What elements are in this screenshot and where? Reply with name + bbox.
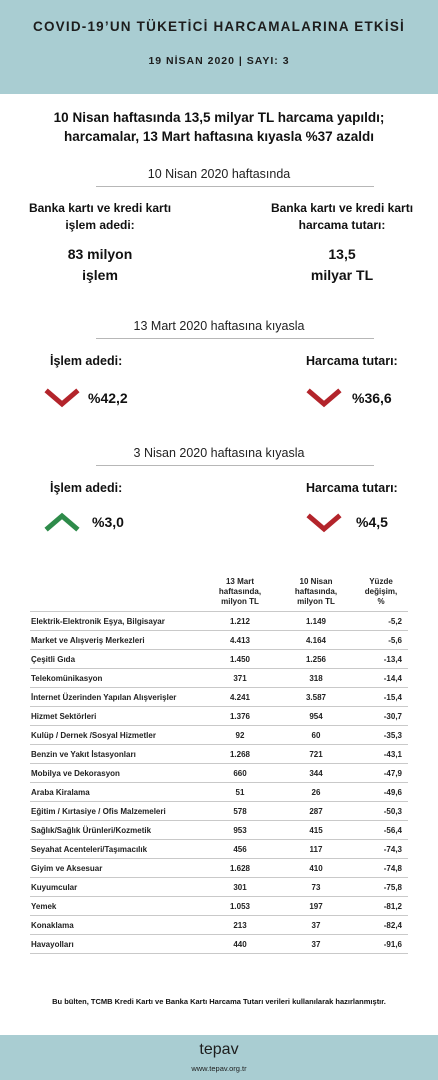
sector-name-cell: Elektrik-Elektronik Eşya, Bilgisayar xyxy=(30,612,202,631)
march-value-cell: 51 xyxy=(202,783,278,802)
table-row xyxy=(30,783,408,802)
sector-name-cell: Çeşitli Gıda xyxy=(30,650,202,669)
march-value-cell: 660 xyxy=(202,764,278,783)
april-value-cell: 37 xyxy=(278,916,354,935)
change-column-header xyxy=(354,577,408,612)
march-value-cell: 371 xyxy=(202,669,278,688)
april-value-cell: 415 xyxy=(278,821,354,840)
spending-amount-value-line-1: 13,5 xyxy=(328,246,356,262)
table-row xyxy=(30,840,408,859)
april-value-cell: 37 xyxy=(278,935,354,954)
april-comparison-title: 3 Nisan 2020 haftasına kıyasla xyxy=(133,446,305,460)
sector-spending-table xyxy=(30,577,408,954)
april-count-value: %3,0 xyxy=(92,514,124,530)
april-value-cell: 1.149 xyxy=(278,612,354,631)
march-count-down-arrow-icon xyxy=(44,387,80,409)
april-value-cell: 410 xyxy=(278,859,354,878)
change-value-cell: -81,2 xyxy=(354,897,408,916)
change-value-cell: -30,7 xyxy=(354,707,408,726)
april-value-cell: 344 xyxy=(278,764,354,783)
table-row xyxy=(30,935,408,954)
april-comparison-divider xyxy=(96,465,374,466)
brand-logo-text: tepav xyxy=(199,1041,239,1058)
change-value-cell: -74,3 xyxy=(354,840,408,859)
table-row xyxy=(30,707,408,726)
march-amount-label: Harcama tutarı: xyxy=(306,354,398,368)
bulletin-title: COVID-19’UN TÜKETİCİ HARCAMALARINA ETKİSİ xyxy=(33,19,405,34)
march-value-cell: 456 xyxy=(202,840,278,859)
table-row xyxy=(30,612,408,631)
spending-amount-value-line-2: milyar TL xyxy=(310,267,374,283)
april-value-cell: 73 xyxy=(278,878,354,897)
april-count-label: İşlem adedi: xyxy=(50,481,123,495)
week-section-title: 10 Nisan 2020 haftasında xyxy=(147,167,291,181)
table-row xyxy=(30,916,408,935)
table-row xyxy=(30,897,408,916)
april-column-header xyxy=(278,577,354,612)
march-value-cell: 4.241 xyxy=(202,688,278,707)
change-value-cell: -50,3 xyxy=(354,802,408,821)
march-value-cell: 4.413 xyxy=(202,631,278,650)
sector-name-cell: Konaklama xyxy=(30,916,202,935)
march-header-line-3: milyon TL xyxy=(221,597,259,606)
march-count-value: %42,2 xyxy=(88,390,128,406)
april-header-line-1: 10 Nisan xyxy=(299,577,333,586)
april-header-line-3: milyon TL xyxy=(297,597,335,606)
april-value-cell: 721 xyxy=(278,745,354,764)
sector-name-cell: Market ve Alışveriş Merkezleri xyxy=(30,631,202,650)
bulletin-issue: 19 NİSAN 2020 | SAYI: 3 xyxy=(148,55,290,67)
change-value-cell: -14,4 xyxy=(354,669,408,688)
sector-name-cell: Eğitim / Kırtasiye / Ofis Malzemeleri xyxy=(30,802,202,821)
transaction-count-value-line-1: 83 milyon xyxy=(67,246,133,262)
march-header-line-1: 13 Mart xyxy=(225,577,254,586)
april-value-cell: 954 xyxy=(278,707,354,726)
table-row xyxy=(30,745,408,764)
sector-name-cell: Seyahat Acenteleri/Taşımacılık xyxy=(30,840,202,859)
sector-name-cell: Araba Kiralama xyxy=(30,783,202,802)
change-header-line-3: % xyxy=(377,597,385,606)
sector-name-cell: Yemek xyxy=(30,897,202,916)
sector-name-cell: Kuyumcular xyxy=(30,878,202,897)
change-value-cell: -91,6 xyxy=(354,935,408,954)
march-value-cell: 213 xyxy=(202,916,278,935)
website-link[interactable]: www.tepav.org.tr xyxy=(191,1064,247,1073)
table-header-row xyxy=(30,577,408,612)
sector-column-header xyxy=(30,577,202,612)
march-comparison-divider xyxy=(96,338,374,339)
spending-amount-label xyxy=(252,200,432,234)
change-value-cell: -35,3 xyxy=(354,726,408,745)
table-row xyxy=(30,669,408,688)
sector-name-cell: Kulüp / Dernek /Sosyal Hizmetler xyxy=(30,726,202,745)
sector-name-cell: Mobilya ve Dekorasyon xyxy=(30,764,202,783)
sector-name-cell: Hizmet Sektörleri xyxy=(30,707,202,726)
sector-name-cell: Telekomünikasyon xyxy=(30,669,202,688)
source-footnote: Bu bülten, TCMB Kredi Kartı ve Banka Kartı Harcama Tutarı verileri kullanılarak hazırlanmıştır. xyxy=(52,997,386,1006)
change-value-cell: -43,1 xyxy=(354,745,408,764)
april-amount-down-arrow-icon xyxy=(306,512,342,534)
april-value-cell: 287 xyxy=(278,802,354,821)
table-row xyxy=(30,821,408,840)
march-value-cell: 1.450 xyxy=(202,650,278,669)
sector-name-cell: Giyim ve Aksesuar xyxy=(30,859,202,878)
change-value-cell: -56,4 xyxy=(354,821,408,840)
header-banner xyxy=(0,0,438,94)
spending-amount-label-line-1: Banka kartı ve kredi kartı xyxy=(270,201,414,215)
change-value-cell: -82,4 xyxy=(354,916,408,935)
sector-name-cell: Benzin ve Yakıt İstasyonları xyxy=(30,745,202,764)
march-value-cell: 1.212 xyxy=(202,612,278,631)
april-value-cell: 60 xyxy=(278,726,354,745)
footer-banner xyxy=(0,1035,438,1080)
table-row xyxy=(30,631,408,650)
sector-name-cell: Sağlık/Sağlık Ürünleri/Kozmetik xyxy=(30,821,202,840)
march-value-cell: 301 xyxy=(202,878,278,897)
march-header-line-2: haftasında, xyxy=(218,587,262,596)
transaction-count-value xyxy=(10,244,190,286)
transaction-count-label-line-1: Banka kartı ve kredi kartı xyxy=(28,201,172,215)
march-value-cell: 1.628 xyxy=(202,859,278,878)
april-header-line-2: haftasında, xyxy=(294,587,338,596)
spending-amount-label-line-2: harcama tutarı: xyxy=(298,218,386,232)
april-value-cell: 1.256 xyxy=(278,650,354,669)
april-count-up-arrow-icon xyxy=(44,511,80,533)
march-amount-down-arrow-icon xyxy=(306,387,342,409)
march-value-cell: 578 xyxy=(202,802,278,821)
march-comparison-title: 13 Mart 2020 haftasına kıyasla xyxy=(133,319,305,333)
change-value-cell: -74,8 xyxy=(354,859,408,878)
sector-name-cell: İnternet Üzerinden Yapılan Alışverişler xyxy=(30,688,202,707)
change-value-cell: -49,6 xyxy=(354,783,408,802)
headline xyxy=(0,108,438,146)
change-value-cell: -5,2 xyxy=(354,612,408,631)
table-row xyxy=(30,764,408,783)
march-column-header xyxy=(202,577,278,612)
week-section-divider xyxy=(96,186,374,187)
table-row xyxy=(30,688,408,707)
headline-line-1: 10 Nisan haftasında 13,5 milyar TL harcama yapıldı; xyxy=(53,110,385,125)
transaction-count-value-line-2: işlem xyxy=(82,267,118,283)
table-body xyxy=(30,612,408,954)
april-amount-label: Harcama tutarı: xyxy=(306,481,398,495)
march-value-cell: 953 xyxy=(202,821,278,840)
headline-line-2: harcamalar, 13 Mart haftasına kıyasla %37 azaldı xyxy=(64,129,374,144)
march-value-cell: 1.268 xyxy=(202,745,278,764)
april-value-cell: 197 xyxy=(278,897,354,916)
change-value-cell: -5,6 xyxy=(354,631,408,650)
transaction-count-label xyxy=(10,200,190,234)
april-value-cell: 117 xyxy=(278,840,354,859)
change-header-line-2: değişim, xyxy=(364,587,398,596)
april-amount-value: %4,5 xyxy=(356,514,388,530)
april-value-cell: 26 xyxy=(278,783,354,802)
march-count-label: İşlem adedi: xyxy=(50,354,123,368)
april-value-cell: 318 xyxy=(278,669,354,688)
march-value-cell: 440 xyxy=(202,935,278,954)
march-value-cell: 1.053 xyxy=(202,897,278,916)
march-amount-value: %36,6 xyxy=(352,390,392,406)
change-value-cell: -47,9 xyxy=(354,764,408,783)
table-row xyxy=(30,726,408,745)
march-value-cell: 1.376 xyxy=(202,707,278,726)
spending-amount-value xyxy=(252,244,432,286)
table-row xyxy=(30,878,408,897)
april-value-cell: 4.164 xyxy=(278,631,354,650)
table-row xyxy=(30,859,408,878)
table-row xyxy=(30,650,408,669)
sector-name-cell: Havayolları xyxy=(30,935,202,954)
april-value-cell: 3.587 xyxy=(278,688,354,707)
table-row xyxy=(30,802,408,821)
change-value-cell: -75,8 xyxy=(354,878,408,897)
change-header-line-1: Yüzde xyxy=(369,577,393,586)
march-value-cell: 92 xyxy=(202,726,278,745)
transaction-count-label-line-2: işlem adedi: xyxy=(65,218,135,232)
change-value-cell: -15,4 xyxy=(354,688,408,707)
change-value-cell: -13,4 xyxy=(354,650,408,669)
